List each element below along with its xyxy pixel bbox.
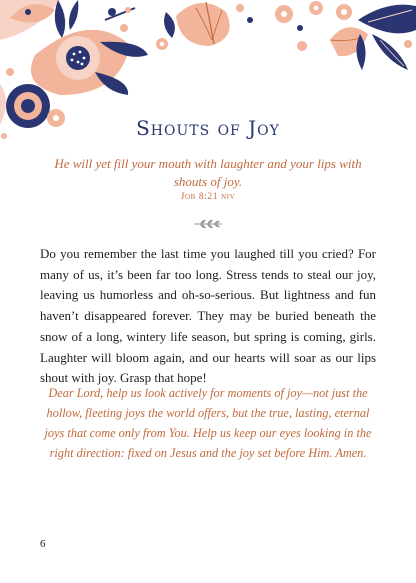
scripture-verse: He will yet fill your mouth with laughter and your lips with shouts of joy. (54, 156, 362, 189)
devotional-body-text: Do you remember the last time you laughed till you cried? For many of us, it’s been far too long. Stress tends to steal our joy, leaving us humorless and oh-so-serious. But lightness and fun haven’t disappeared forever. They may be buried beneath the snow of a long, wintery life season, but spring is coming, girls. Laughter will bloom again, and our hearts will soar as our lips shout with joy. Grasp that hope! (40, 246, 376, 386)
page-title: Shouts of Joy (136, 116, 280, 140)
page-number: 6 (40, 538, 46, 550)
right-flower-cluster (275, 1, 416, 70)
scripture-reference: Job 8:21 niv (180, 192, 236, 202)
leaf-sprig-icon (192, 218, 224, 230)
prayer-text: Dear Lord, help us look actively for moments of joy—not just the hollow, fleeting joys the world offers, but the true, lasting, eternal joys that come only from You. Help us keep our eyes looking in the right direction: fixed on Jesus and the joy set before Him. Amen. (44, 386, 372, 460)
center-flower-cluster (156, 2, 253, 50)
